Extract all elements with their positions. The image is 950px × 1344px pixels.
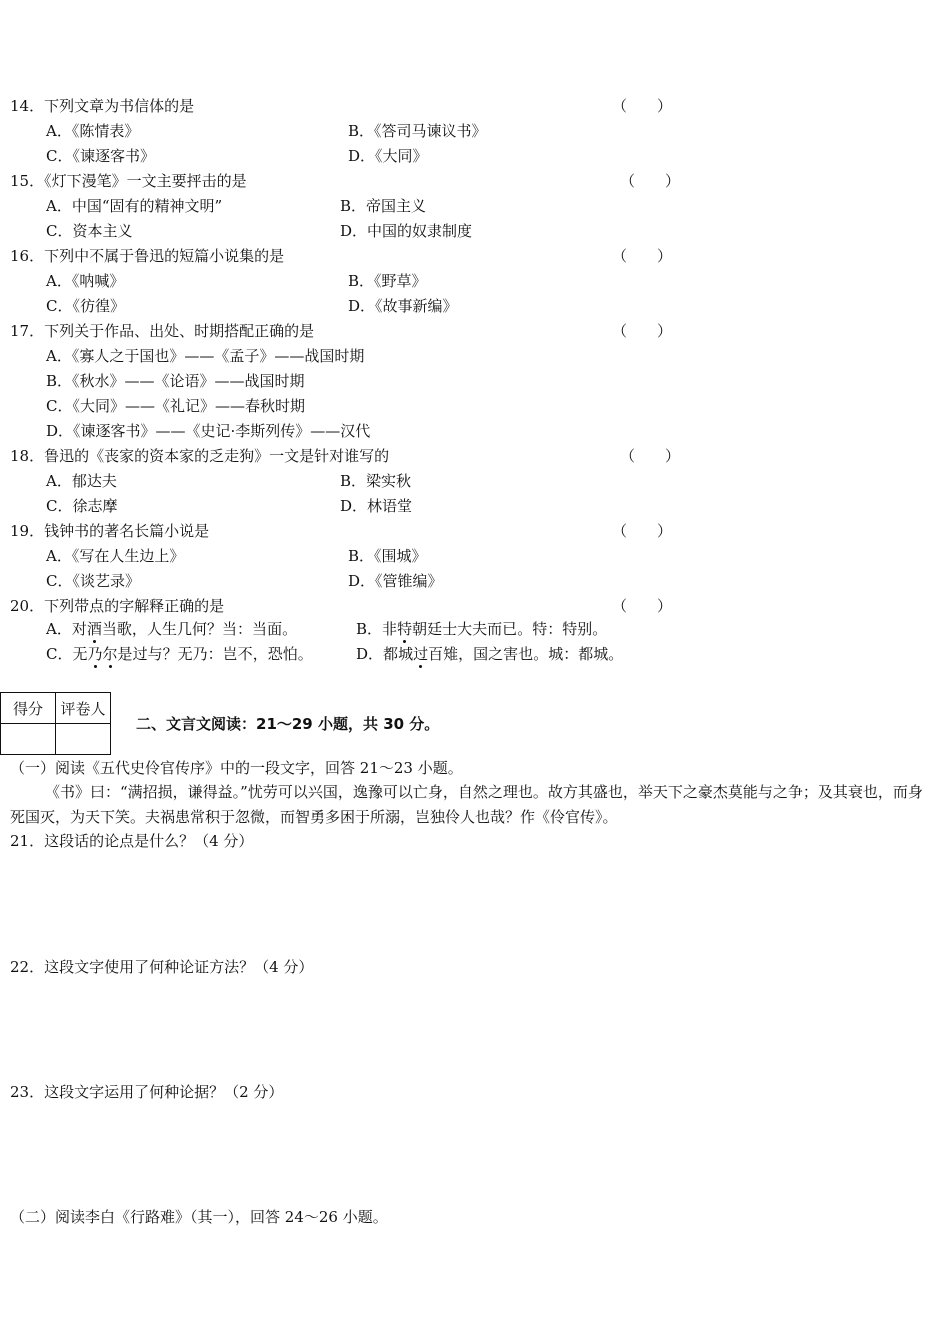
question-stem: 15．《灯下漫笔》一文主要抨击的是	[10, 172, 247, 190]
answer-blank: （ ）	[620, 172, 681, 190]
question-21: 21．这段话的论点是什么？（4 分）	[10, 832, 254, 850]
option: D．《管锥编》	[348, 572, 443, 590]
option: D．《大同》	[348, 147, 428, 165]
option: C．《谈艺录》	[46, 572, 140, 590]
option: A．《陈情表》	[46, 122, 140, 140]
option: C．《谏逐客书》	[46, 147, 155, 165]
answer-blank: （ ）	[612, 322, 673, 340]
score-table	[0, 692, 111, 755]
emphasis-char: 过	[413, 645, 429, 663]
question-23: 23．这段文字运用了何种论据？（2 分）	[10, 1083, 284, 1101]
answer-blank: （ ）	[612, 597, 673, 615]
passage: 《书》曰：“满招损，谦得益。”忧劳可以兴国，逸豫可以亡身，自然之理也。故方其盛也，举天下之豪杰莫能与之争；及其衰也，而身死国灭，为天下笑。夫祸患常积于忽微，而智勇多困于所溺，岂独伶人也哉？作《伶官传》。	[10, 783, 923, 826]
option: D．《谏逐客书》——《史记·李斯列传》——汉代	[46, 422, 371, 440]
question-stem: 14．下列文章为书信体的是	[10, 97, 195, 115]
emphasis-char: 酒	[86, 620, 102, 638]
option: B．帝国主义	[340, 197, 427, 215]
question-stem: 18．鲁迅的《丧家的资本家的乏走狗》一文是针对谁写的	[10, 447, 390, 465]
option-emphasis: A．对酒当歌，人生几何？当：当面。	[46, 620, 298, 638]
grader-header: 评卷人	[56, 693, 111, 724]
question-stem: 17．下列关于作品、出处、时期搭配正确的是	[10, 322, 315, 340]
option-emphasis: C．无乃尔是过与？无乃：岂不，恐怕。	[46, 645, 313, 663]
grader-cell[interactable]	[56, 724, 111, 755]
option: A．《寡人之于国也》——《孟子》——战国时期	[46, 347, 365, 365]
answer-blank: （ ）	[612, 247, 673, 265]
answer-blank: （ ）	[620, 447, 681, 465]
part-intro: （二）阅读李白《行路难》（其一），回答 24～26 小题。	[10, 1208, 388, 1226]
score-cell[interactable]	[1, 724, 56, 755]
option: A．郁达夫	[46, 472, 117, 490]
option: C．资本主义	[46, 222, 133, 240]
emphasis-char: 特	[397, 620, 413, 638]
option: B．《野草》	[348, 272, 427, 290]
option-emphasis: D．都城过百雉，国之害也。城：都城。	[356, 645, 624, 663]
option: D．中国的奴隶制度	[340, 222, 473, 240]
question-stem: 19．钱钟书的著名长篇小说是	[10, 522, 210, 540]
option: B．《答司马谏议书》	[348, 122, 487, 140]
section-title: 二、文言文阅读：21～29 小题，共 30 分。	[136, 715, 440, 733]
option-emphasis: B．非特朝廷士大夫而已。特：特别。	[356, 620, 608, 638]
option: A．《写在人生边上》	[46, 547, 185, 565]
option: C．徐志摩	[46, 497, 118, 515]
option: D．林语堂	[340, 497, 413, 515]
emphasis-char: 尔	[102, 645, 118, 663]
option: A．《呐喊》	[46, 272, 125, 290]
question-stem: 20．下列带点的字解释正确的是	[10, 597, 225, 615]
emphasis-char: 乃	[87, 645, 103, 663]
answer-blank: （ ）	[612, 97, 673, 115]
option: D．《故事新编》	[348, 297, 458, 315]
option: B．《秋水》——《论语》——战国时期	[46, 372, 305, 390]
part-intro: （一）阅读《五代史伶官传序》中的一段文字，回答 21～23 小题。	[10, 759, 463, 777]
score-header: 得分	[1, 693, 56, 724]
question-stem: 16．下列中不属于鲁迅的短篇小说集的是	[10, 247, 285, 265]
option: B．梁实秋	[340, 472, 412, 490]
question-22: 22．这段文字使用了何种论证方法？（4 分）	[10, 958, 314, 976]
option: C．《彷徨》	[46, 297, 125, 315]
option: C．《大同》——《礼记》——春秋时期	[46, 397, 305, 415]
answer-blank: （ ）	[612, 522, 673, 540]
option: A．中国“固有的精神文明”	[46, 197, 223, 215]
option: B．《围城》	[348, 547, 427, 565]
